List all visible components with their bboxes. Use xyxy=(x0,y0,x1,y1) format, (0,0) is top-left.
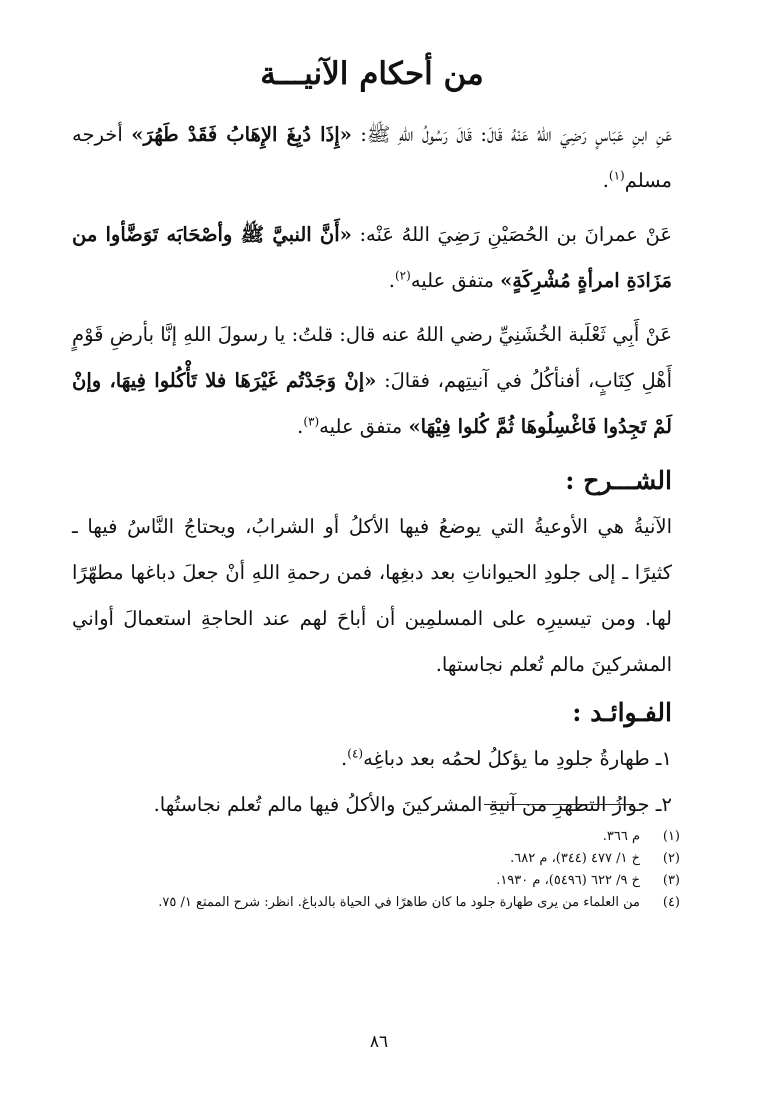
footnote-number: (١) xyxy=(662,829,680,844)
explanation-heading: الشـــرح : xyxy=(565,466,672,495)
footnote xyxy=(90,892,680,914)
page-body xyxy=(72,50,672,828)
footnote-ref: (١) xyxy=(608,168,625,183)
hadith-source: متفق عليه xyxy=(319,415,409,438)
hadith-3: عَنْ أَبِي ثَعْلَبة الخُشَنِيِّ رضي اللهُ عنه قال: قلتُ: يا رسولَ اللهِ إنَّا بأرضِ قَوْمٍ أَهْلِ كِتَابٍ، أفنأكُلُ في آنيتِهم، فقالَ: «إنْ وَجَدْتُم غَيْرَهَا فلا تَأْكُلوا فِيهَا، وإنْ لَمْ تَجِدُوا فَاغْسِلُوهَا ثُمَّ كُلوا فِيْهَا» متفق عليه$^{(٣)}$. xyxy=(72,323,672,438)
hadith-text: «إِذَا دُبِغَ الإِهَابُ فَقَدْ طَهُرَ» xyxy=(131,123,352,146)
footnote-number: (٣) xyxy=(662,873,680,888)
hadith-2: عَنْ عمرانَ بن الحُصَيْنِ رَضِيَ اللهُ عَنْه: «أَنَّ النبيَّ ﷺ وأصْحَابَه تَوَضَّأوا من مَزَادَةِ امرأةٍ مُشْرِكَةٍ» متفق عليه$^{(٢)}$. xyxy=(72,223,673,292)
hadith-source: متفق عليه xyxy=(410,269,501,292)
benefit-item: ١ـ طهارةُ جلودِ ما يؤكلُ لحمُه بعد دباغِه$^{(٤)}$. xyxy=(341,746,672,770)
footnote-text: خ ١/ ٤٧٧ (٣٤٤)، م ٦٨٢. xyxy=(510,851,640,866)
footnote-text: م ٣٦٦. xyxy=(602,829,640,844)
footnotes xyxy=(90,826,680,914)
footnote xyxy=(90,848,680,870)
hadith-text: «إنْ وَجَدْتُم غَيْرَهَا فلا تَأْكُلوا فِيهَا، وإنْ لَمْ تَجِدُوا فَاغْسِلُوهَا ثُمَّ كُلوا فِيْهَا» xyxy=(72,369,672,438)
hadith-text: «أَنَّ النبيَّ ﷺ وأصْحَابَه تَوَضَّأوا من مَزَادَةِ امرأةٍ مُشْرِكَةٍ» xyxy=(72,223,672,292)
hadith-intro: عَنِ ابنِ عَبَاسٍ رَضِيَ اللهُ عَنْهُ قَالَ: قَالَ رَسُولُ اللهِ ﷺ: xyxy=(351,123,673,146)
footnote-ref: (٣) xyxy=(303,414,320,429)
hadith-source: أخرجه مسلم xyxy=(72,123,672,192)
footnote-text: من العلماء من يرى طهارة جلود ما كان طاهرًا في الحياة بالدباغ. انظر: شرح الممتع ١/ ٧٥. xyxy=(158,895,640,910)
footnote xyxy=(90,870,680,892)
benefits-heading: الفـوائـد : xyxy=(572,698,672,727)
footnote-ref: (٤) xyxy=(347,746,364,761)
hadith-1: عَنِ ابنِ عَبَاسٍ رَضِيَ اللهُ عَنْهُ قَالَ: قَالَ رَسُولُ اللهِ ﷺ: «إِذَا دُبِغَ الإِهَابُ فَقَدْ طَهُرَ» أخرجه مسلم$^{(١)}$. xyxy=(72,123,673,192)
benefit-text: ٢ـ جوازُ التطهرِ من آنيةِ المشركينَ والأكلُ فيها مالم تُعلم نجاستُها xyxy=(159,793,672,816)
footnote-divider xyxy=(484,804,634,805)
benefit-item: ٢ـ جوازُ التطهرِ من آنيةِ المشركينَ والأكلُ فيها مالم تُعلم نجاستُها. xyxy=(153,793,672,816)
footnote xyxy=(90,826,680,848)
explanation-text: الآنيةُ هي الأوعيةُ التي يوضعُ فيها الأكلُ أو الشرابُ، ويحتاجُ النَّاسُ فيها ـ كثيرًا ـ إلى جلودِ الحيواناتِ بعد دبغِها، فمن رحمةِ اللهِ أنْ جعلَ دباغها مطهّرًا لها. ومن تيسيرِه على المسلمِين أن أباحَ لهم عند الحاجةِ استعمالَ أواني المشركينَ مالم تُعلم نجاستها. xyxy=(72,515,672,676)
footnote-number: (٢) xyxy=(662,851,680,866)
hadith-intro: عَنْ عمرانَ بن الحُصَيْنِ رَضِيَ اللهُ عَنْه: xyxy=(351,223,673,246)
footnote-ref: (٢) xyxy=(394,268,411,283)
benefits-list xyxy=(72,736,672,828)
hadith-intro: عَنْ أَبِي ثَعْلَبة الخُشَنِيِّ رضي اللهُ عنه قال: قلتُ: يا رسولَ اللهِ إنَّا بأرضِ قَوْمٍ أَهْلِ كِتَابٍ، أفنأكُلُ في آنيتِهم، فقالَ: xyxy=(72,323,672,392)
footnote-number: (٤) xyxy=(662,895,680,910)
benefit-text: ١ـ طهارةُ جلودِ ما يؤكلُ لحمُه بعد دباغِه xyxy=(363,747,672,770)
page-number: ٨٦ xyxy=(369,1032,389,1052)
footnote-text: خ ٩/ ٦٢٢ (٥٤٩٦)، م ١٩٣٠. xyxy=(496,873,640,888)
page-title: من أحكام الآنيـــة xyxy=(260,56,484,92)
